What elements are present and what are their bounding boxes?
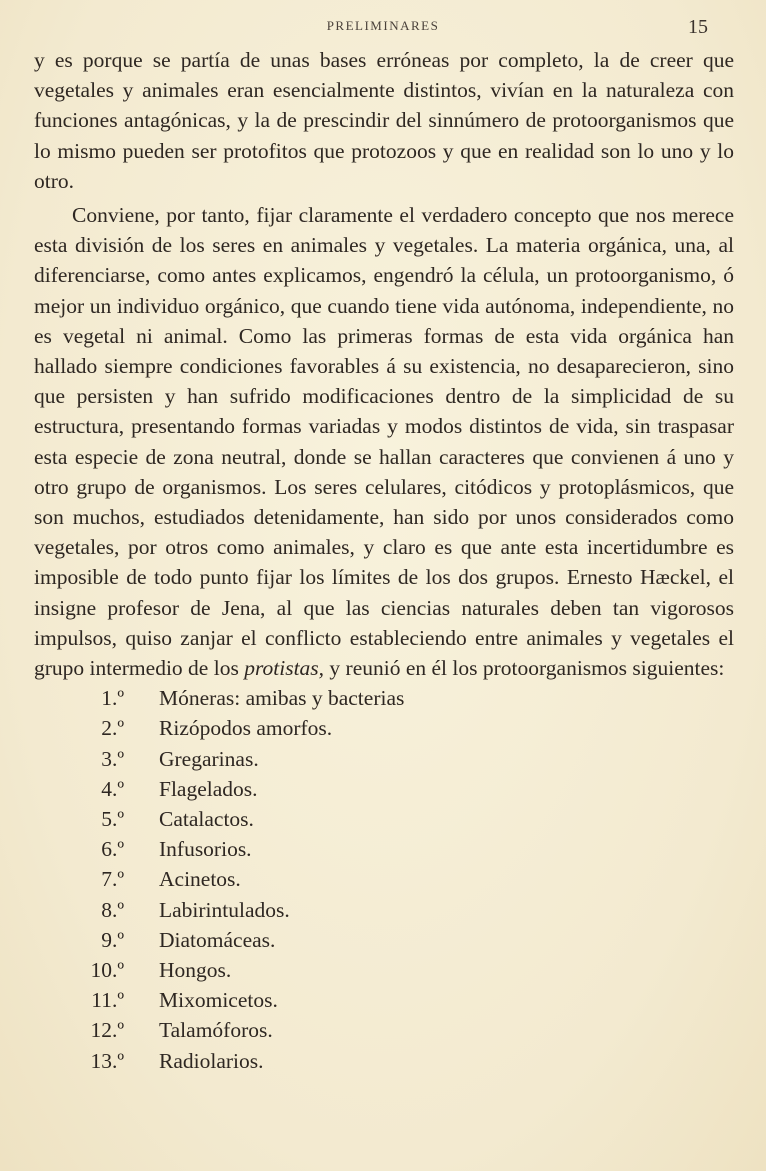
list-item — [34, 683, 734, 713]
list-item — [34, 925, 734, 955]
list-item-number: 2.º — [101, 716, 124, 741]
list-item — [34, 864, 734, 894]
list-item-number: 6.º — [101, 837, 124, 862]
list-item-name: Móneras: amibas y bacterias — [159, 686, 405, 711]
list-item — [34, 985, 734, 1015]
protist-list — [34, 683, 734, 1075]
list-item-number: 10.º — [90, 957, 124, 982]
running-title: PRELIMINARES — [326, 18, 440, 33]
list-item-name: Mixomicetos. — [159, 988, 278, 1013]
italic-term: protistas, — [244, 656, 325, 681]
list-item — [34, 744, 734, 774]
list-item-number: 13.º — [90, 1048, 124, 1073]
list-item — [34, 1046, 734, 1076]
list-item — [34, 774, 734, 804]
paragraph-2-text: Conviene, por tanto, fijar claramente el verdadero concepto que nos merece esta división de los seres en animales y vegetales. La materia orgánica, una, al diferenciarse, como antes explicamos, engendró la célula, un protoorganismo, ó mejor un individuo orgánico, que cuando tiene vida autónoma, independiente, no es vegetal ni animal. Como las primeras formas de esta vida orgánica han hallado siempre condiciones favorables á su existencia, no desaparecieron, sino que persisten y han sufrido modificaciones dentro de la simplicidad de su estructura, presentando formas variadas y modos distintos de vida, sin traspasar esta especie de zona neutral, donde se hallan caracteres que convienen á uno y otro grupo de organismos. Los seres celulares, citódicos y protoplásmicos, que son muchos, estudiados detenidamente, han sido por unos considerados como vegetales, por otros como animales, y claro es que ante esta incertidumbre es imposible de todo punto fijar los límites de los dos grupos. Ernesto Hæckel, el insigne profesor de Jena, al que las ciencias naturales deben tan vigorosos impulsos, quiso zanjar el conflicto estableciendo entre animales y vegetales el grupo intermedio de los — [34, 203, 734, 681]
list-item-name: Hongos. — [159, 957, 232, 982]
list-item — [34, 955, 734, 985]
list-item-number: 1.º — [101, 686, 124, 711]
list-item-name: Diatomáceas. — [159, 927, 276, 952]
list-item-name: Acinetos. — [159, 867, 241, 892]
paragraph-2-ending: y reunió en él los protoorganismos siguientes: — [324, 656, 725, 681]
list-item-number: 11.º — [91, 988, 124, 1013]
list-item-number: 7.º — [101, 867, 124, 892]
list-item — [34, 895, 734, 925]
paragraph-2 — [34, 200, 734, 683]
body-text — [34, 45, 734, 1076]
list-item-name: Labirintulados. — [159, 897, 290, 922]
running-head — [0, 16, 766, 40]
list-item-name: Rizópodos amorfos. — [159, 716, 333, 741]
list-item-name: Infusorios. — [159, 837, 252, 862]
list-item-number: 9.º — [101, 927, 124, 952]
list-item-name: Catalactos. — [159, 807, 254, 832]
list-item-name: Gregarinas. — [159, 746, 259, 771]
list-item-number: 4.º — [101, 776, 124, 801]
list-item-name: Radiolarios. — [159, 1048, 264, 1073]
page-number: 15 — [688, 16, 708, 38]
list-item-number: 3.º — [101, 746, 124, 771]
list-item-number: 12.º — [90, 1018, 124, 1043]
list-item-number: 8.º — [101, 897, 124, 922]
list-item — [34, 804, 734, 834]
list-item-name: Flagelados. — [159, 776, 258, 801]
paragraph-1: y es porque se partía de unas bases erróneas por completo, la de creer que vegetales y animales eran esencialmente distintos, vivían en la naturaleza con funciones antagónicas, y la de prescindir del sinnúmero de protoorganismos que lo mismo pueden ser protofitos que protozoos y que en realidad son lo uno y lo otro. — [34, 48, 734, 193]
list-item-number: 5.º — [101, 807, 124, 832]
list-item — [34, 834, 734, 864]
list-item — [34, 1015, 734, 1045]
list-item-name: Talamóforos. — [159, 1018, 273, 1043]
list-item — [34, 713, 734, 743]
